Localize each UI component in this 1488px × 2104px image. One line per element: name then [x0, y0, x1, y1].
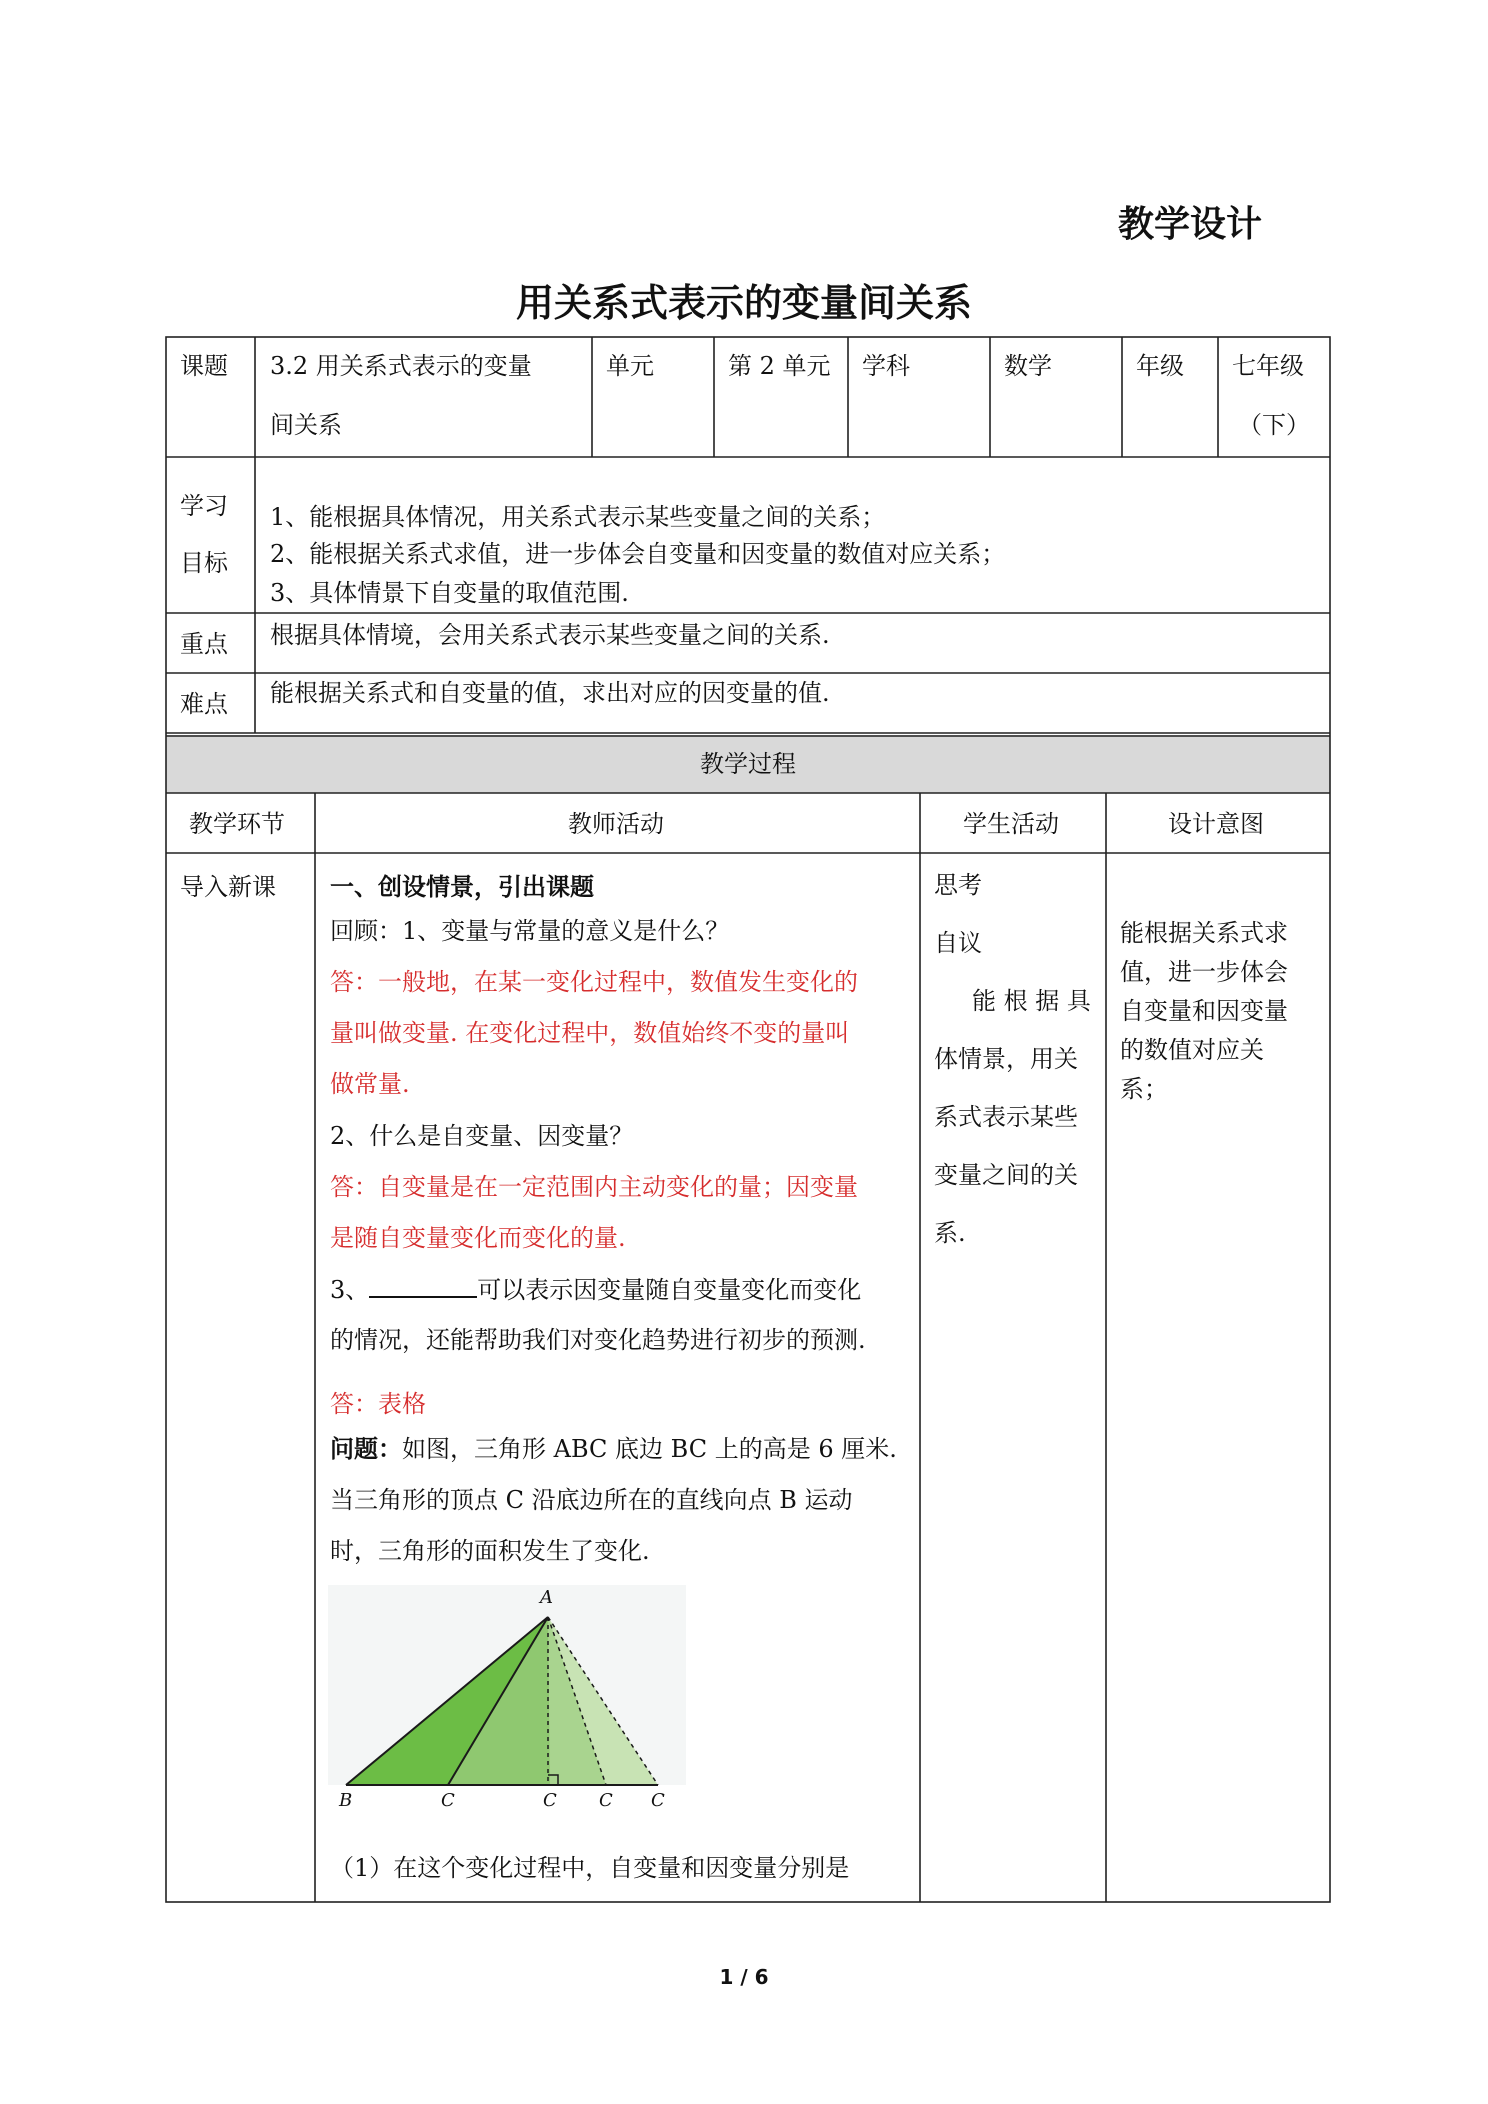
design-intent-line: 值，进一步体会	[1120, 958, 1288, 986]
answer-2-line: 是随自变量变化而变化的量.	[330, 1224, 626, 1252]
grade-label: 年级	[1136, 352, 1184, 380]
subject-label: 学科	[862, 352, 910, 380]
lesson-title: 用关系式表示的变量间关系	[515, 281, 972, 325]
section-heading: 一、创设情景，引出课题	[330, 873, 594, 901]
design-intent-line: 能根据关系式求	[1120, 919, 1288, 947]
problem-line1	[330, 1434, 897, 1464]
review-question-2: 2、什么是自变量、因变量？	[330, 1122, 634, 1150]
design-intent-line: 系；	[1120, 1075, 1168, 1103]
key-point-label: 重点	[180, 630, 228, 658]
vertex-label-c: C	[599, 1790, 613, 1811]
problem-line2: 当三角形的顶点 C 沿底边所在的直线向点 B 运动	[330, 1486, 853, 1514]
review-question-3-line2: 的情况，还能帮助我们对变化趋势进行初步的预测.	[330, 1326, 866, 1354]
q3-suffix: 可以表示因变量随自变量变化而变化	[477, 1276, 862, 1304]
objective-item: 2、能根据关系式求值，进一步体会自变量和因变量的数值对应关系；	[270, 540, 1006, 568]
vertex-label-c: C	[543, 1790, 557, 1811]
design-intent-line: 的数值对应关	[1120, 1036, 1264, 1064]
fill-in-blank	[369, 1274, 477, 1298]
problem-text: 如图，三角形 ABC 底边 BC 上的高是 6 厘米.	[402, 1435, 897, 1463]
answer-1-line: 量叫做变量. 在变化过程中，数值始终不变的量叫	[330, 1019, 850, 1047]
vertex-label-c: C	[441, 1790, 455, 1811]
topic-value-line2: 间关系	[270, 411, 342, 439]
grade-value-line2: （下）	[1238, 411, 1310, 439]
column-header-teacher: 教师活动	[568, 810, 664, 838]
review-question-3	[330, 1274, 861, 1305]
student-activity-line: 能 根 据 具	[972, 987, 1091, 1015]
student-activity-line: 系.	[934, 1219, 966, 1247]
q3-prefix: 3、	[330, 1276, 370, 1304]
review-question-1: 回顾：1、变量与常量的意义是什么？	[330, 917, 730, 945]
objective-item: 1、能根据具体情况，用关系式表示某些变量之间的关系；	[270, 503, 886, 531]
answer-2-line: 答：自变量是在一定范围内主动变化的量；因变量	[330, 1173, 858, 1201]
answer-1-line: 答：一般地，在某一变化过程中，数值发生变化的	[330, 968, 858, 996]
student-activity-line: 变量之间的关	[934, 1161, 1078, 1189]
grade-value-line1: 七年级	[1232, 352, 1304, 380]
unit-label: 单元	[606, 352, 654, 380]
unit-value: 第 2 单元	[728, 352, 831, 380]
vertex-label-c: C	[651, 1790, 665, 1811]
column-header-stage: 教学环节	[189, 810, 285, 838]
subject-value: 数学	[1004, 352, 1052, 380]
key-point-text: 根据具体情境，会用关系式表示某些变量之间的关系.	[270, 621, 830, 649]
design-intent-line: 自变量和因变量	[1120, 997, 1288, 1025]
student-activity-line: 思考	[934, 871, 982, 899]
student-activity-line: 系式表示某些	[934, 1103, 1078, 1131]
problem-label: 问题：	[330, 1435, 402, 1463]
sub-question-1: （1）在这个变化过程中，自变量和因变量分别是	[330, 1854, 850, 1882]
difficulty-label: 难点	[180, 690, 228, 718]
topic-label: 课题	[180, 352, 228, 380]
objective-item: 3、具体情景下自变量的取值范围.	[270, 579, 629, 607]
page-number: 1 / 6	[719, 1965, 769, 1989]
vertex-label-b: B	[339, 1790, 353, 1811]
process-title: 教学过程	[700, 750, 796, 778]
objectives-label-line1: 学习	[180, 492, 228, 520]
student-activity-line: 自议	[934, 929, 982, 957]
stage-label: 导入新课	[180, 873, 276, 901]
student-activity-line: 体情景，用关	[934, 1045, 1078, 1073]
difficulty-text: 能根据关系式和自变量的值，求出对应的因变量的值.	[270, 679, 830, 707]
vertex-label-a: A	[540, 1587, 553, 1608]
column-header-intent: 设计意图	[1168, 810, 1264, 838]
document-type-heading: 教学设计	[1118, 204, 1263, 245]
problem-line3: 时，三角形的面积发生了变化.	[330, 1537, 650, 1565]
answer-1-line: 做常量.	[330, 1070, 410, 1098]
answer-3: 答：表格	[330, 1390, 426, 1418]
topic-value-line1: 3.2 用关系式表示的变量	[270, 352, 532, 380]
triangle-figure	[328, 1585, 686, 1813]
triangle-diagram	[328, 1585, 686, 1813]
column-header-student: 学生活动	[963, 810, 1059, 838]
objectives-label-line2: 目标	[180, 549, 228, 577]
